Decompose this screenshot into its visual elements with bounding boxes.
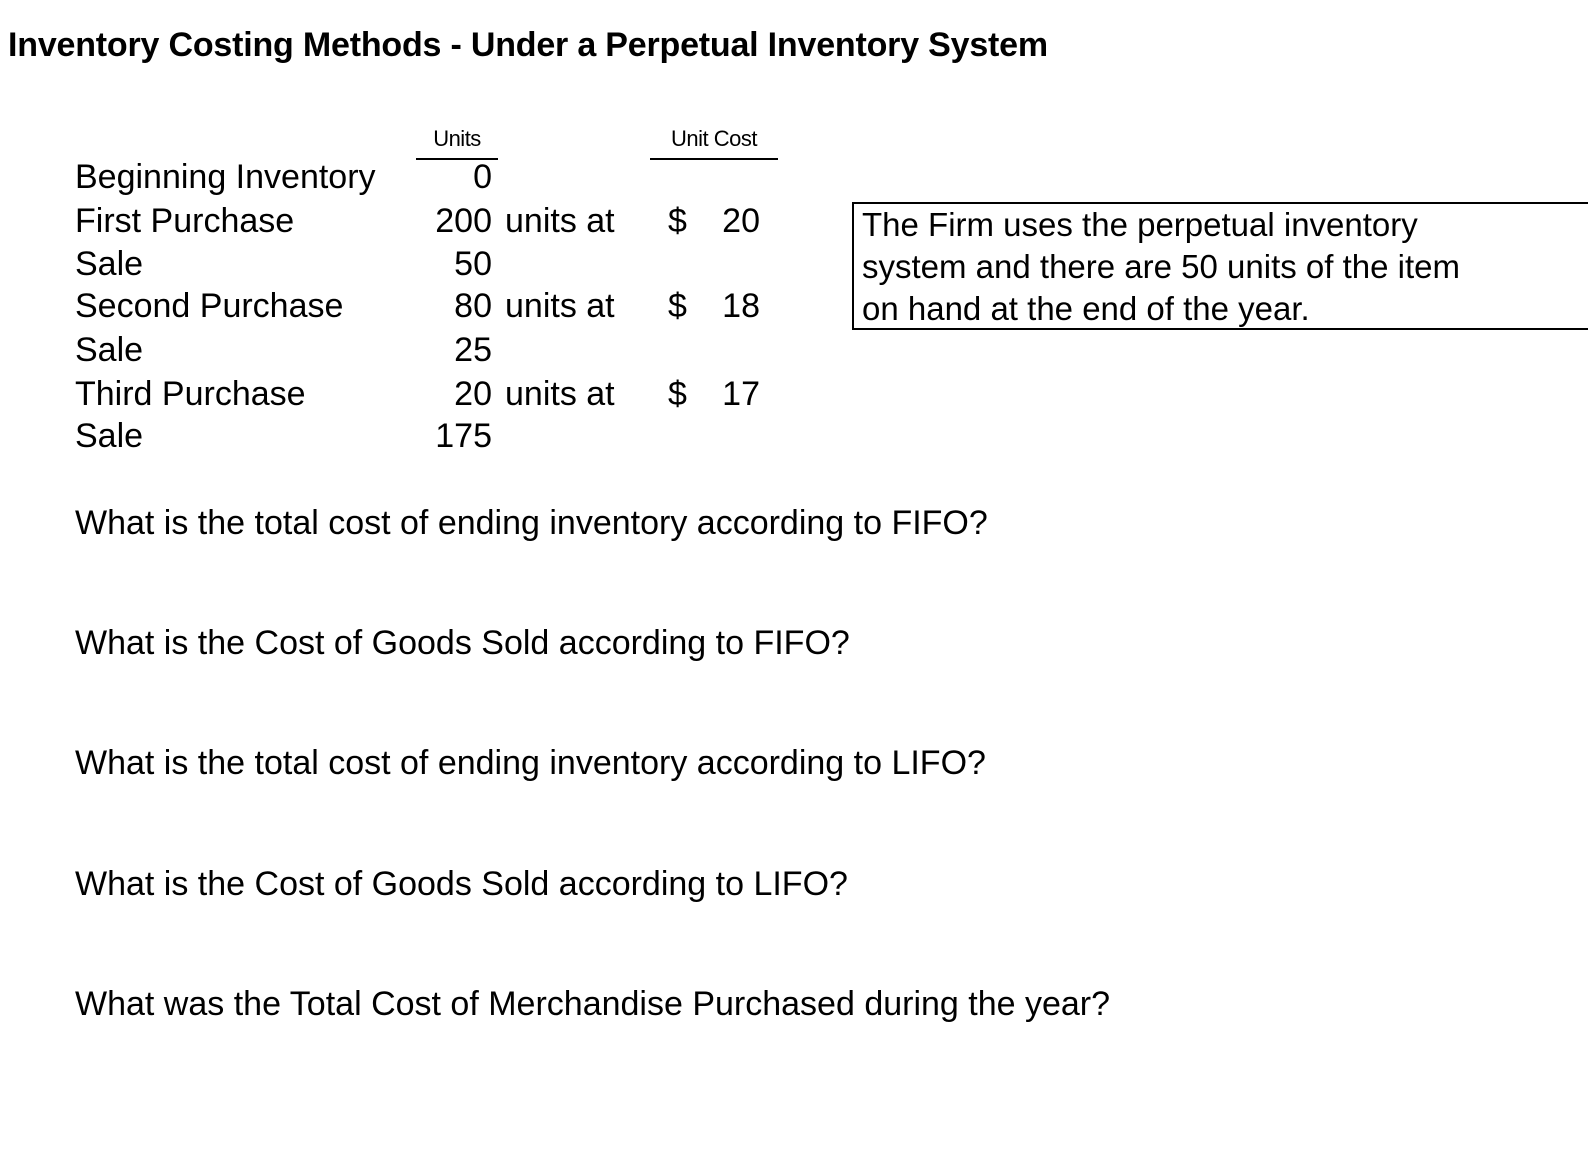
row-units: 200: [435, 202, 492, 240]
row-unit-cost: 20: [722, 202, 760, 240]
row-units: 175: [435, 417, 492, 455]
row-dollar-sign: $: [668, 287, 687, 325]
row-label: First Purchase: [75, 202, 295, 240]
note-line-2: system and there are 50 units of the item: [862, 248, 1460, 285]
row-unit-cost: 18: [722, 287, 760, 325]
row-label: Sale: [75, 417, 144, 455]
inventory-row-third-purchase: [0, 375, 820, 419]
note-line-3: on hand at the end of the year.: [862, 290, 1310, 327]
question-total-purchases: What was the Total Cost of Merchandise Purchased during the year?: [75, 985, 1111, 1023]
row-units: 25: [454, 331, 492, 369]
question-lifo-ending-inventory: What is the total cost of ending inventory according to LIFO?: [75, 744, 986, 782]
row-units-at: units at: [505, 202, 615, 240]
page-title: Inventory Costing Methods - Under a Perpetual Inventory System: [8, 26, 1048, 64]
row-label: Beginning Inventory: [75, 158, 376, 196]
row-dollar-sign: $: [668, 375, 687, 413]
row-units: 20: [454, 375, 492, 413]
row-label: Second Purchase: [75, 287, 344, 325]
note-line-1: The Firm uses the perpetual inventory: [862, 206, 1418, 243]
note-box: [852, 202, 1588, 330]
row-dollar-sign: $: [668, 202, 687, 240]
row-units-at: units at: [505, 375, 615, 413]
units-column-header: Units: [433, 126, 481, 151]
row-label: Sale: [75, 331, 144, 369]
row-units: 50: [454, 245, 492, 283]
inventory-row-sale-1: [0, 245, 820, 289]
row-units: 0: [473, 158, 492, 196]
inventory-row-sale-3: [0, 417, 820, 461]
row-units: 80: [454, 287, 492, 325]
row-units-at: units at: [505, 287, 615, 325]
inventory-row-sale-2: [0, 331, 820, 375]
unit-cost-column-header: Unit Cost: [671, 126, 757, 151]
inventory-row-first-purchase: [0, 202, 820, 246]
question-fifo-cogs: What is the Cost of Goods Sold according to FIFO?: [75, 624, 850, 662]
inventory-row-second-purchase: [0, 287, 820, 331]
row-label: Sale: [75, 245, 144, 283]
question-fifo-ending-inventory: What is the total cost of ending inventory according to FIFO?: [75, 504, 988, 542]
row-unit-cost: 17: [722, 375, 760, 413]
inventory-row-beginning: [0, 158, 820, 202]
row-label: Third Purchase: [75, 375, 306, 413]
question-lifo-cogs: What is the Cost of Goods Sold according to LIFO?: [75, 865, 848, 903]
